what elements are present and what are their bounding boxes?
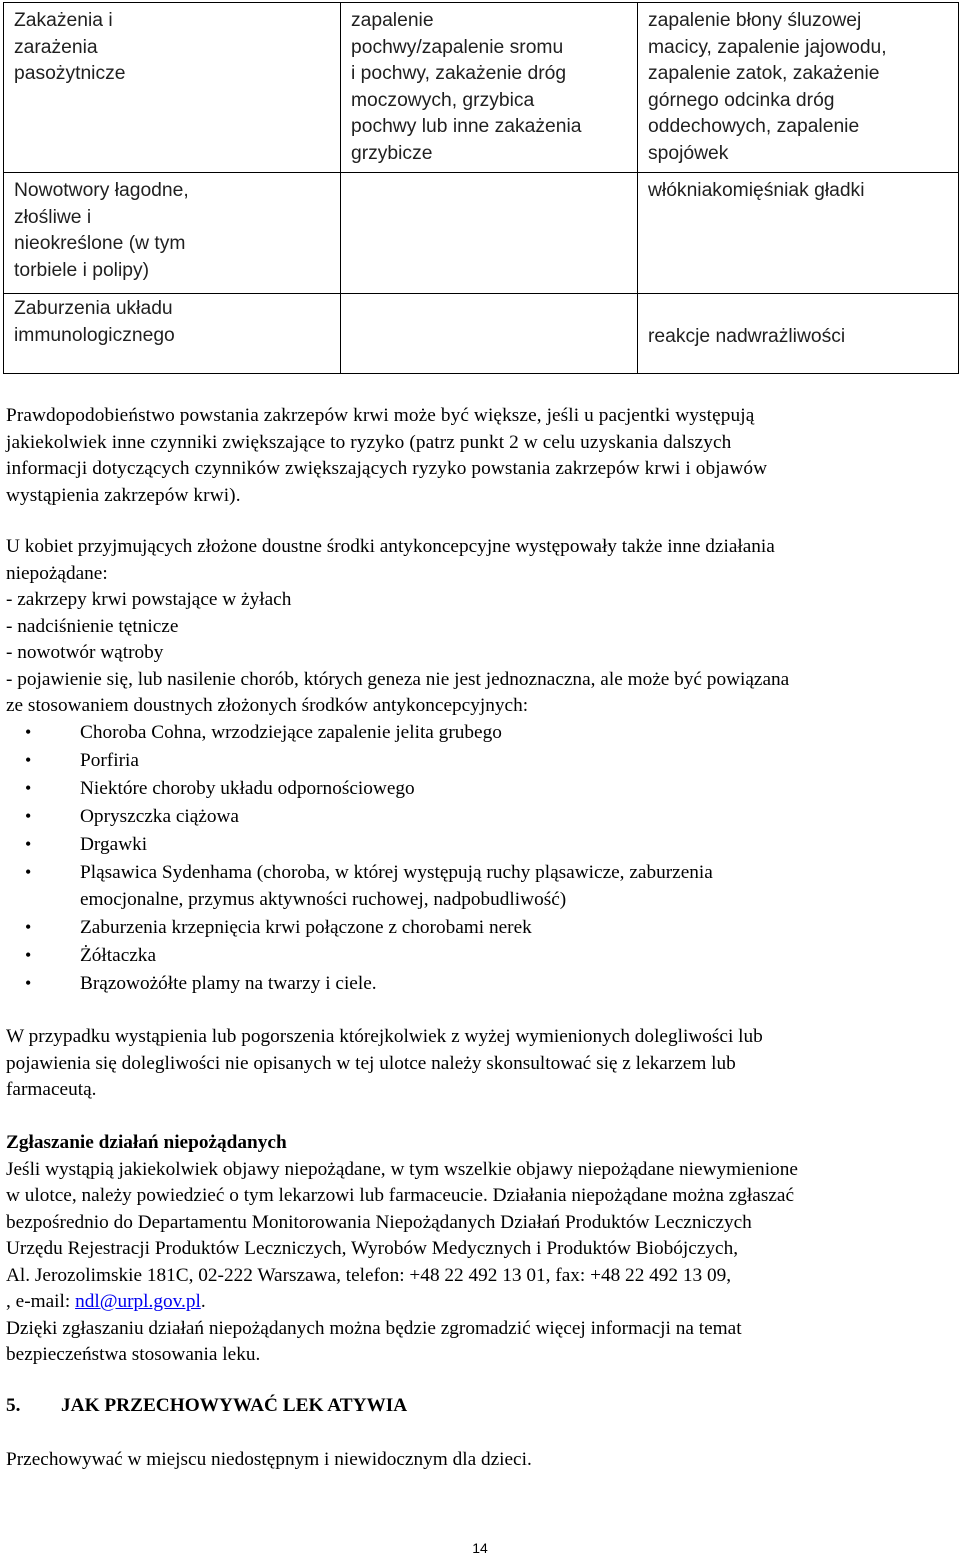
- page-number: 14: [472, 1540, 488, 1556]
- reporting-section: [6, 1130, 956, 1369]
- text-line: w ulotce, należy powiedzieć o tym lekarzowi lub farmaceucie. Działania niepożądane można zgłaszać: [6, 1185, 794, 1206]
- storage-paragraph: Przechowywać w miejscu niedostępnym i niewidocznym dla dzieci.: [6, 1449, 532, 1470]
- list-item: [0, 942, 956, 970]
- bullet-icon: •: [25, 945, 32, 966]
- table-cell-category: Zaburzenia układu immunologicznego: [4, 294, 341, 374]
- list-item: [0, 859, 956, 915]
- bullet-icon: •: [25, 861, 32, 882]
- text-line: Urzędu Rejestracji Produktów Leczniczych, Wyrobów Medycznych i Produktów Biobójczych,: [6, 1238, 739, 1259]
- bullet-icon: •: [25, 777, 32, 798]
- text-line: ze stosowaniem doustnych złożonych środków antykoncepcyjnych:: [6, 695, 529, 716]
- list-item: [0, 719, 956, 747]
- section-5-heading: [6, 1395, 407, 1417]
- conditions-list: [0, 719, 956, 998]
- table-cell-frequency-3: włókniakomięśniak gładki: [638, 173, 959, 294]
- list-item: [0, 970, 956, 998]
- list-item-text: Niektóre choroby układu odpornościowego: [80, 777, 415, 799]
- table-cell-frequency-2: zapalenie pochwy/zapalenie sromu i pochwy, zakażenie dróg moczowych, grzybica pochwy lub inne zakażenia grzybicze: [341, 3, 638, 173]
- list-item-text: Drgawki: [80, 833, 148, 855]
- side-effects-table: [3, 2, 959, 374]
- text-line: - nadciśnienie tętnicze: [6, 615, 179, 637]
- text-line: Jeśli wystąpią jakiekolwiek objawy niepożądane, w tym wszelkie objawy niepożądane niewymienione: [6, 1158, 798, 1180]
- bullet-icon: •: [25, 833, 32, 854]
- list-item-text: Choroba Cohna, wrzodziejące zapalenie jelita grubego: [80, 722, 502, 743]
- list-item-text: Opryszczka ciążowa: [80, 805, 239, 827]
- list-item-text: Brązowożółte plamy na twarzy i ciele.: [80, 973, 377, 995]
- bullet-icon: •: [25, 749, 32, 770]
- table-cell-category: Nowotwory łagodne, złośliwe i nieokreślone (w tym torbiele i polipy): [4, 173, 341, 294]
- table-row: [4, 173, 959, 294]
- table-row: [4, 3, 959, 173]
- text-line: Al. Jerozolimskie 181C, 02-222 Warszawa, telefon: +48 22 492 13 01, fax: +48 22 492 13 09,: [6, 1264, 732, 1286]
- list-item-text: Żółtaczka: [80, 945, 157, 967]
- email-prefix: , e-mail:: [6, 1291, 76, 1312]
- email-line: [6, 1289, 956, 1316]
- bullet-icon: •: [25, 805, 32, 826]
- text-line: - zakrzepy krwi powstające w żyłach: [6, 589, 292, 610]
- text-line: bezpieczeństwa stosowania leku.: [6, 1344, 261, 1365]
- section-heading: Zgłaszanie działań niepożądanych: [6, 1132, 287, 1153]
- bullet-icon: •: [25, 722, 32, 742]
- text-line: U kobiet przyjmujących złożone doustne środki antykoncepcyjne występowały także inne działania: [6, 536, 775, 557]
- email-suffix: .: [200, 1291, 206, 1312]
- text-line: pojawienia się dolegliwości nie opisanych w tej ulotce należy skonsultować się z lekarzem lub: [6, 1052, 736, 1074]
- section-number: 5.: [6, 1395, 21, 1416]
- consult-paragraph: [6, 1024, 956, 1104]
- bullet-icon: •: [25, 917, 32, 938]
- text-line: informacji dotyczących czynników zwiększających ryzyko powstania zakrzepów krwi i objawów: [6, 458, 768, 479]
- list-item-text: Pląsawica Sydenhama (choroba, w której występują ruchy pląsawicze, zaburzenia emocjonalne, przymus aktywności ruchowej, nadpobudliwość): [80, 861, 713, 911]
- table-cell-frequency-3: reakcje nadwrażliwości: [638, 294, 959, 374]
- text-line: Prawdopodobieństwo powstania zakrzepów krwi może być większe, jeśli u pacjentki występują: [6, 405, 755, 426]
- table-cell-frequency-2: [341, 173, 638, 294]
- text-line: - nowotwór wątroby: [6, 642, 164, 663]
- list-item: [0, 914, 956, 942]
- text-line: farmaceutą.: [6, 1079, 97, 1100]
- text-line: jakiekolwiek inne czynniki zwiększające to ryzyko (patrz punkt 2 w celu uzyskania dalszych: [6, 431, 732, 453]
- text-line: bezpośrednio do Departamentu Monitorowania Niepożądanych Działań Produktów Leczniczych: [6, 1211, 752, 1233]
- bullet-icon: •: [25, 973, 32, 994]
- text-line: wystąpienia zakrzepów krwi).: [6, 484, 241, 506]
- section-title-text: JAK PRZECHOWYWAĆ LEK ATYWIA: [61, 1395, 408, 1416]
- list-item: [0, 747, 956, 775]
- clot-risk-paragraph: [6, 403, 956, 509]
- list-item: [0, 831, 956, 859]
- table-cell-frequency-2: [341, 294, 638, 374]
- text-line: W przypadku wystąpienia lub pogorszenia którejkolwiek z wyżej wymienionych dolegliwości lub: [6, 1026, 763, 1047]
- list-item-text: Zaburzenia krzepnięcia krwi połączone z chorobami nerek: [80, 917, 532, 939]
- email-link[interactable]: ndl@urpl.gov.pl: [75, 1291, 201, 1312]
- list-item: [0, 803, 956, 831]
- other-effects-paragraph: [6, 534, 956, 720]
- list-item: [0, 775, 956, 803]
- list-item-text: Porfiria: [80, 749, 139, 771]
- table-row: [4, 294, 959, 374]
- table-cell-frequency-3: zapalenie błony śluzowej macicy, zapalenie jajowodu, zapalenie zatok, zakażenie górnego odcinka dróg oddechowych, zapalenie spojówek: [638, 3, 959, 173]
- text-line: niepożądane:: [6, 562, 108, 584]
- text-line: - pojawienie się, lub nasilenie chorób, których geneza nie jest jednoznaczna, ale może być powiązana: [6, 668, 790, 690]
- text-line: Dzięki zgłaszaniu działań niepożądanych można będzie zgromadzić więcej informacji na temat: [6, 1317, 742, 1339]
- table-cell-category: Zakażenia i zarażenia pasożytnicze: [4, 3, 341, 173]
